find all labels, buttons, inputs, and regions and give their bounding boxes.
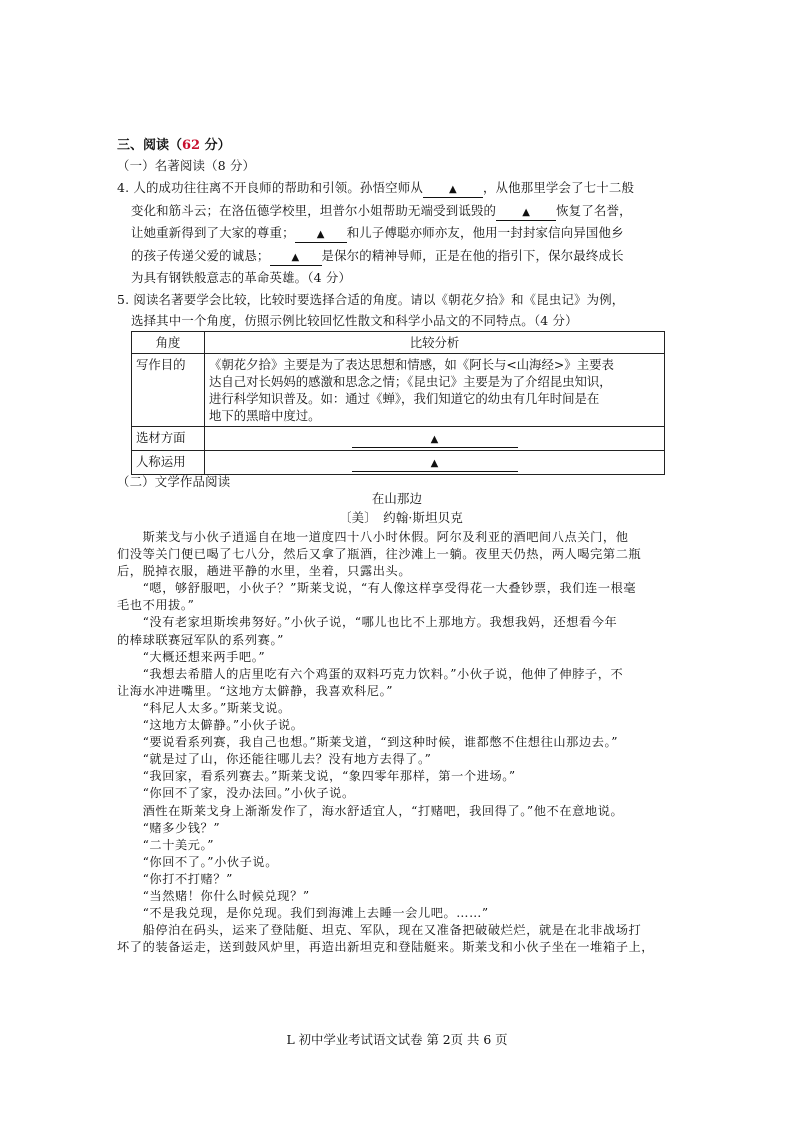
page-footer: L 初中学业考试语文试卷 第 2页 共 6 页 <box>286 1032 508 1047</box>
triangle-mark-icon: ▲ <box>316 229 325 240</box>
story-line: 船停泊在码头，运来了登陆艇、坦克、军队，现在又准备把破破烂烂，就是在北非战场打 <box>117 923 642 938</box>
example-text-line: 进行科学知识普及。如：通过《蝉》，我们知道它的幼虫有几年时间是在 <box>209 391 600 406</box>
story-body <box>117 529 654 956</box>
story-line: “要说看系列赛，我自己也想。”斯莱戈道，“到这种时候，谁都憋不住想往山那边去。” <box>117 735 619 750</box>
section-title-suffix: 分） <box>200 138 231 153</box>
story-line: “赌多少钱？” <box>117 820 221 835</box>
story-line: 让海水冲进嘴里。“这地方太僻静，我喜欢科尼。” <box>117 683 394 698</box>
example-text-line: 《朝花夕拾》主要是为了表达思想和情感，如《阿长与<山海经>》主要表 <box>209 357 614 372</box>
triangle-mark-icon: ▲ <box>430 434 439 445</box>
story-author: 〔美〕 约翰·斯坦贝克 <box>339 510 463 525</box>
story-line: 斯莱戈与小伙子逍遥自在地一道度四十八小时休假。阿尔及利亚的酒吧间八点关门，他 <box>117 530 629 544</box>
q4-text: 4. 人的成功往往离不开良师的帮助和引领。孙悟空师从 <box>117 180 423 195</box>
row-label-material: 选材方面 <box>132 427 205 451</box>
q4-line-4 <box>131 248 624 266</box>
story-line: “没有老家坦斯埃弗努好。”小伙子说，“哪儿也比不上那地方。我想我妈，还想看今年 <box>117 615 618 630</box>
q4-line-5: 为具有钢铁般意志的革命英雄。（4 分） <box>131 270 352 285</box>
q4-text: 让她重新得到了大家的尊重； <box>131 225 295 240</box>
story-line: “不是我兑现，是你兑现。我们到海滩上去睡一会儿吧。……” <box>117 906 489 921</box>
q4-text: 恢复了名誉， <box>556 203 632 218</box>
row-answer-person[interactable] <box>205 451 665 475</box>
table-header-analysis: 比较分析 <box>205 332 665 354</box>
story-line: 的棒球联赛冠军队的系列赛。” <box>117 632 284 647</box>
row-label-purpose: 写作目的 <box>132 354 205 427</box>
q5-line-1: 5. 阅读名著要学会比较，比较时要选择合适的角度。请以《朝花夕拾》和《昆虫记》为例， <box>117 292 625 307</box>
row-label-person: 人称运用 <box>132 451 205 475</box>
triangle-mark-icon: ▲ <box>449 184 457 195</box>
story-line: 后，脱掉衣服，趟进平静的水里，坐着，只露出头。 <box>117 564 412 579</box>
section-title-prefix: 三、阅读（ <box>117 138 183 153</box>
table-row <box>132 451 665 475</box>
story-line: 们没等关门便已喝了七八分，然后又拿了瓶酒，往沙滩上一躺。夜里天仍热，两人喝完第二瓶 <box>117 547 642 562</box>
q5-line-2: 选择其中一个角度，仿照示例比较回忆性散文和科学小品文的不同特点。（4 分） <box>131 313 578 328</box>
triangle-mark-icon: ▲ <box>291 252 300 263</box>
triangle-mark-icon: ▲ <box>430 458 439 469</box>
story-line: 酒性在斯莱戈身上渐渐发作了，海水舒适宜人，“打赌吧，我回得了。”他不在意地说。 <box>117 803 624 818</box>
answer-blank[interactable] <box>352 431 518 448</box>
q4-text: 是保尔的精神导师，正是在他的指引下，保尔最终成长 <box>321 248 624 263</box>
q4-text: ，从他那里学会了七十二般 <box>482 180 635 195</box>
table-row <box>132 354 665 427</box>
q4-line-2 <box>131 203 632 221</box>
q4-text: 变化和筋斗云；在洛伍德学校里，坦普尔小姐帮助无端受到诋毁的 <box>131 203 497 218</box>
story-title: 在山那边 <box>371 491 423 506</box>
story-line: “就是过了山，你还能往哪儿去？没有地方去得了。” <box>117 752 432 767</box>
q4-line-1 <box>117 180 634 198</box>
answer-blank[interactable] <box>352 455 518 472</box>
part1-heading: （一）名著阅读（8 分） <box>117 158 256 173</box>
comparison-table <box>131 331 665 475</box>
story-line: “当然赌！你什么时候兑现？” <box>117 888 310 903</box>
row-content-purpose <box>205 354 665 427</box>
story-line: “科尼人太多。”斯莱戈说。 <box>117 700 291 715</box>
story-line: “二十美元。” <box>117 837 215 852</box>
triangle-mark-icon: ▲ <box>522 207 531 218</box>
q4-text: 和儿子傅聪亦师亦友，他用一封封家信向异国他乡 <box>346 225 624 240</box>
story-line: “你回不了家，没办法回。”小伙子说。 <box>117 786 355 801</box>
q4-blank-4[interactable] <box>270 249 322 266</box>
q4-text: 的孩子传递父爱的诚恳； <box>131 248 270 263</box>
example-text-line: 达自己对长妈妈的感激和思念之情；《昆虫记》主要是为了介绍昆虫知识， <box>209 374 612 389</box>
part2-heading: （二）文学作品阅读 <box>117 474 231 489</box>
example-text-line: 地下的黑暗中度过。 <box>209 408 321 423</box>
row-answer-material[interactable] <box>205 427 665 451</box>
q4-blank-3[interactable] <box>295 226 347 243</box>
section-title <box>117 134 231 153</box>
table-row <box>132 427 665 451</box>
story-line: 毛也不用拔。” <box>117 598 195 613</box>
story-line: “这地方太僻静。”小伙子说。 <box>117 718 304 733</box>
story-line: “你回不了。”小伙子说。 <box>117 854 279 869</box>
story-line: “嗯，够舒服吧，小伙子？”斯莱戈说，“有人像这样享受得花一大叠钞票，我们连一根毫 <box>117 581 637 596</box>
story-line: “大概还想来两手吧。” <box>117 649 266 664</box>
q4-line-3 <box>131 225 624 243</box>
table-header-angle: 角度 <box>132 332 205 354</box>
q4-blank-1[interactable] <box>423 181 483 198</box>
story-line: “你打不打赌？” <box>117 871 233 886</box>
story-line: “我回家，看系列赛去。”斯莱戈说，“象四零年那样，第一个进场。” <box>117 769 516 784</box>
story-line: 坏了的装备运走，送到鼓风炉里，再造出新坦克和登陆艇来。斯莱戈和小伙子坐在一堆箱子上， <box>117 940 655 955</box>
section-score: 62 <box>182 138 201 153</box>
story-line: “我想去希腊人的店里吃有六个鸡蛋的双料巧克力饮料。”小伙子说，他伸了伸脖子，不 <box>117 666 624 681</box>
q4-blank-2[interactable] <box>496 204 556 221</box>
table-header-row <box>132 332 665 354</box>
